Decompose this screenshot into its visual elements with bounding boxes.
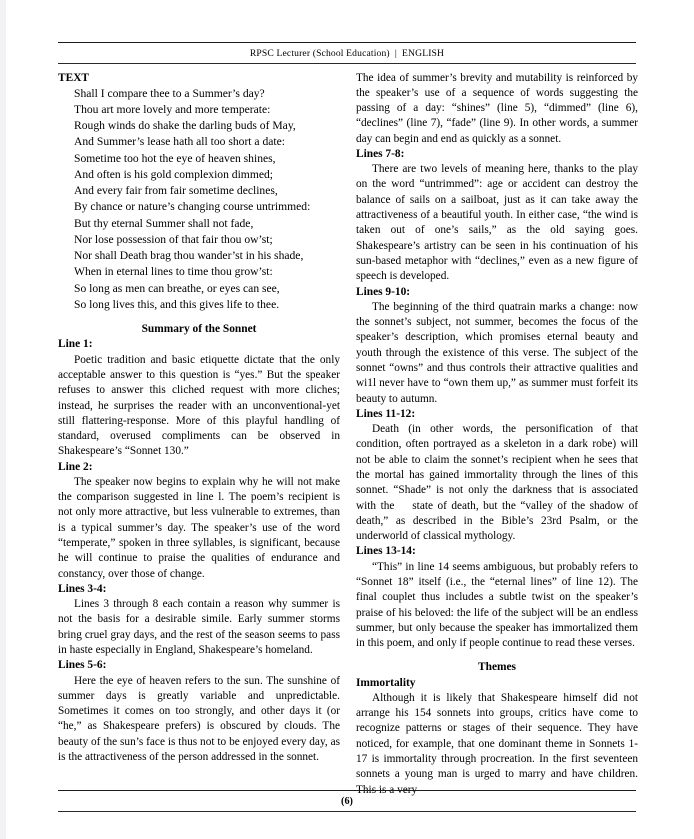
entry-body: There are two levels of meaning here, thanks to the play on the word “untrimmed”: age or accident can destroy the balance of sails on a sailboat, just as it can take away the attractiveness of a beautiful youth. In either case, “the wind is taken out of one’s sails,” as the old saying goes. Shakespeare’s artistry can be seen in his continuation of his sun-based metaphor with “declines,” even as a new figure of speech is developed. [356,163,638,283]
poem-line: When in eternal lines to time thou grow’st: [74,265,273,279]
entry-body: “This” in line 14 seems ambiguous, but probably refers to “Sonnet 18” itself (i.e., the “eternal lines” of line 12). The final couplet thus includes a subtle twist on the speaker’s praise of his beloved: the life of the subject will be an endless summer, but only because the speaker has immortalized them in this poem, and only if people continue to read these verses. [356,560,638,650]
entry-label: Lines 13-14: [356,545,416,558]
entry-label: Lines 11-12: [356,407,416,420]
right-column [356,71,638,798]
poem-line: And Summer’s lease hath all too short a date: [74,135,286,149]
entry-body: Poetic tradition and basic etiquette dictate that the only acceptable answer to this question is “yes.” But the speaker refuses to answer this cliched request with more cliches; instead, he surprises the reader with an unconventional-yet still flattering-response. More of this playful handling of standard, overused compliments can be observed in Shakespeare’s “Sonnet 130.” [58,353,340,458]
summary-heading: Summary of the Sonnet [141,323,257,336]
page-header [58,0,636,64]
themes-subheading: Immortality [356,676,416,689]
entry-label: Line 2: [58,460,93,473]
poem-line: Sometime too hot the eye of heaven shines, [74,151,276,165]
poem-line: Nor lose possession of that fair thou ow’st; [74,232,273,246]
text-section-heading: TEXT [58,71,90,84]
poem-line: By chance or nature’s changing course untrimmed: [74,200,311,214]
entry-body: Lines 3 through 8 each contain a reason why summer is not the basis for a desirable simile. Early summer storms bring cruel gray days, and the rest of the season seems to pass in haste especially in England, Shakespeare’s homeland. [58,598,340,657]
poem-line: But thy eternal Summer shall not fade, [74,216,254,230]
poem-line: Rough winds do shake the darling buds of May, [74,119,296,133]
entry-body: Death (in other words, the personification of that condition, often portrayed as a skeleton in a dark robe) will not be able to claim the sonnet’s recipient when he sees that the mortal has gained immortality through the lines of this sonnet. “Shade” is not only the darkness that is associated with the state of death, but the “valley of the shadow of death,” as described in the Bible’s 23rd Psalm, or the underworld of classical mythology. [356,423,638,543]
poem-block [58,86,340,314]
page-number: (6) [341,795,353,807]
poem-line: And often is his gold complexion dimmed; [74,167,274,181]
entry-label: Lines 3-4: [58,582,107,595]
entry-label: Line 1: [58,338,93,351]
footer-bottom-rule [58,811,636,812]
entry-body: The speaker now begins to explain why he will not make the comparison suggested in line l. The poem’s recipient is not only more attractive, but less vulnerable to extremes, than is a typical summer’s day. The speaker’s use of the word “temperate,” spoken in three syllables, is significant, because he will continue to praise the qualities of endurance and constancy, over those of change. [58,475,340,580]
page-footer [58,790,636,813]
entry-label: Lines 7-8: [356,147,405,160]
poem-line: So long lives this, and this gives life to thee. [74,297,280,311]
spacer [356,651,638,660]
two-column-body [58,64,636,798]
poem-line: So long as men can breathe, or eyes can see, [74,281,280,295]
poem-line: Shall I compare thee to a Summer’s day? [74,86,265,100]
header-title: RPSC Lecturer (School Education) | ENGLISH [249,47,445,59]
poem-line: Thou art more lovely and more temperate: [74,102,271,116]
poem-line: And every fair from fair sometime declines, [74,184,278,198]
poem-line: Nor shall Death brag thou wander’st in his shade, [74,249,304,263]
left-column [58,71,340,798]
entry-body: The beginning of the third quatrain marks a change: now the sonnet’s subject, not summer, becomes the focus of the speaker’s description, which promises eternal beauty and youth through the existence of this verse. The subject of the sonnet “owns” and thus controls their attractive qualities and wi1l never have to “own them up,” as summer must forfeit its beauty to autumn. [356,300,638,405]
spacer [58,313,340,322]
entry-label: Lines 9-10: [356,285,411,298]
intro-paragraph: The idea of summer’s brevity and mutability is reinforced by the speaker’s use of a sequence of words suggesting the passing of a day: “shines” (line 5), “dimmed” (line 6), “declines” (line 7), “fade” (line 9). In other words, a summer day can begin and end as quickly as a sonnet. [356,71,638,145]
entry-label: Lines 5-6: [58,659,107,672]
themes-heading: Themes [478,661,516,674]
themes-paragraph: Although it is likely that Shakespeare himself did not arrange his 154 sonnets into groups, critics have come to recognize patterns or stages of their sequence. They have noticed, for example, that one dominant theme in Sonnets 1-17 is immortality through procreation. In the first seventeen sonnets a young man is urged to marry and have children. This is a very [356,691,638,796]
entry-body: Here the eye of heaven refers to the sun. The sunshine of summer days is greatly variable and unpredictable. Sometimes it comes on too strongly, and other days it (or “he,” as Shakespeare prefers) is obscured by clouds. The beauty of the sun’s face is thus not to be enjoyed every day, as is the attractiveness of the person addressed in the sonnet. [58,674,340,764]
